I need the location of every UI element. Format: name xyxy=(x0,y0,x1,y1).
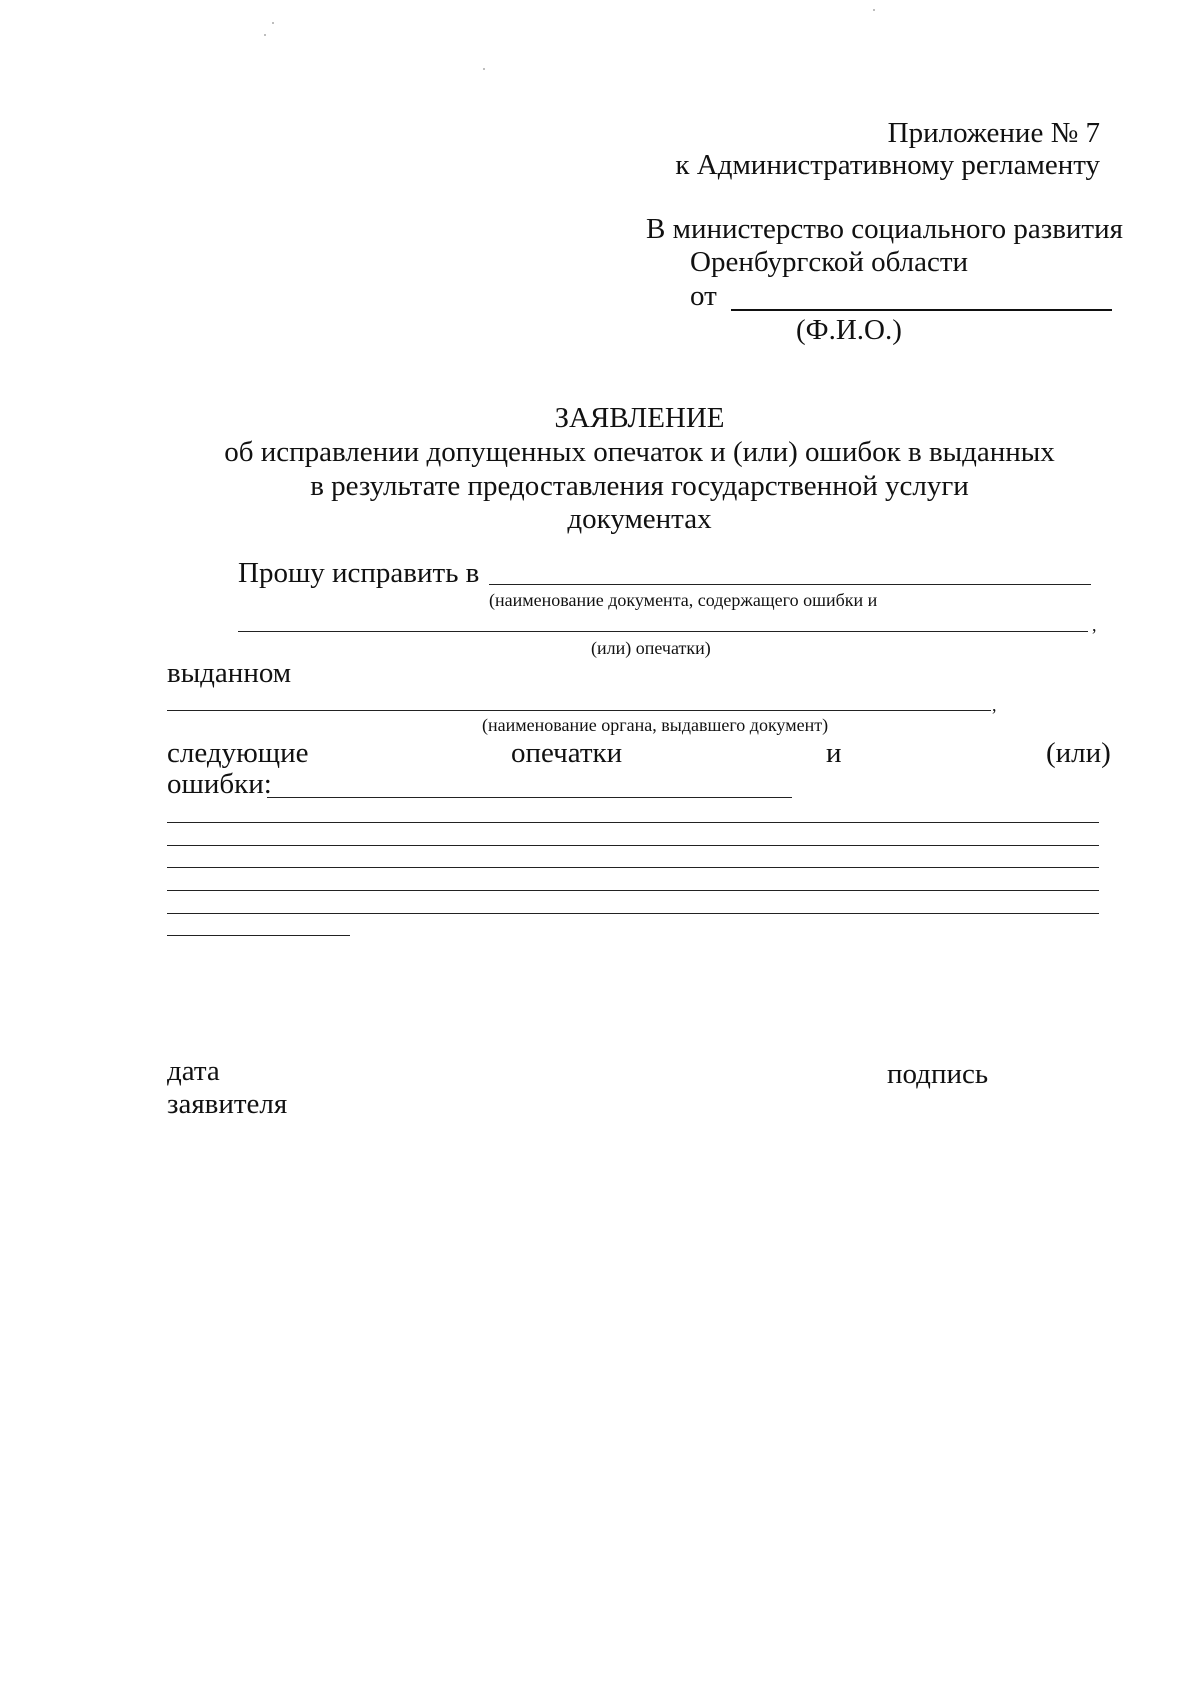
following-word: следующие xyxy=(167,737,309,769)
scan-speck xyxy=(873,9,875,11)
issued-label: выданном xyxy=(167,657,292,689)
appendix-number: Приложение № 7 xyxy=(887,117,1100,149)
or-word: (или) xyxy=(1046,737,1111,769)
document-name-caption: (наименование документа, содержащего ошибки и xyxy=(489,590,878,610)
addressee-ministry: В министерство социального развития xyxy=(646,213,1123,245)
signature-label: подпись xyxy=(887,1058,989,1090)
document-name-field-line-2[interactable] xyxy=(238,631,1088,632)
errors-blank-line[interactable] xyxy=(167,845,1099,846)
scan-speck xyxy=(264,34,266,36)
regulation-reference: к Административному регламенту xyxy=(675,149,1100,181)
application-subject-line-2: в результате предоставления государственной услуги xyxy=(310,470,969,502)
fio-field-line[interactable] xyxy=(731,309,1112,311)
scan-speck xyxy=(272,22,274,24)
errors-blank-line[interactable] xyxy=(167,890,1099,891)
misprints-word: опечатки xyxy=(511,737,623,769)
issuing-organ-caption: (наименование органа, выдавшего документ) xyxy=(482,715,829,735)
comma-mark: , xyxy=(992,695,997,715)
request-label: Прошу исправить в xyxy=(238,557,480,589)
application-subject-line-3: документах xyxy=(567,503,712,535)
document-name-field-line[interactable] xyxy=(489,584,1091,585)
date-label: дата xyxy=(167,1055,220,1087)
issuing-organ-field-line[interactable] xyxy=(167,710,991,711)
applicant-label: заявителя xyxy=(167,1088,288,1120)
comma-mark: , xyxy=(1092,615,1097,635)
errors-label: ошибки: xyxy=(167,768,272,800)
addressee-region: Оренбургской области xyxy=(690,246,969,278)
and-word: и xyxy=(826,737,842,769)
errors-blank-line[interactable] xyxy=(167,867,1099,868)
errors-blank-line[interactable] xyxy=(167,822,1099,823)
errors-blank-line[interactable] xyxy=(167,913,1099,914)
errors-field-line[interactable] xyxy=(267,797,792,798)
from-label: от xyxy=(690,280,717,312)
application-heading: ЗАЯВЛЕНИЕ xyxy=(554,402,725,434)
fio-caption: (Ф.И.О.) xyxy=(796,314,902,346)
scan-speck xyxy=(483,68,485,70)
errors-blank-line-short[interactable] xyxy=(167,935,350,936)
document-name-caption-2: (или) опечатки) xyxy=(591,638,711,658)
application-subject-line-1: об исправлении допущенных опечаток и (или) ошибок в выданных xyxy=(224,436,1055,468)
